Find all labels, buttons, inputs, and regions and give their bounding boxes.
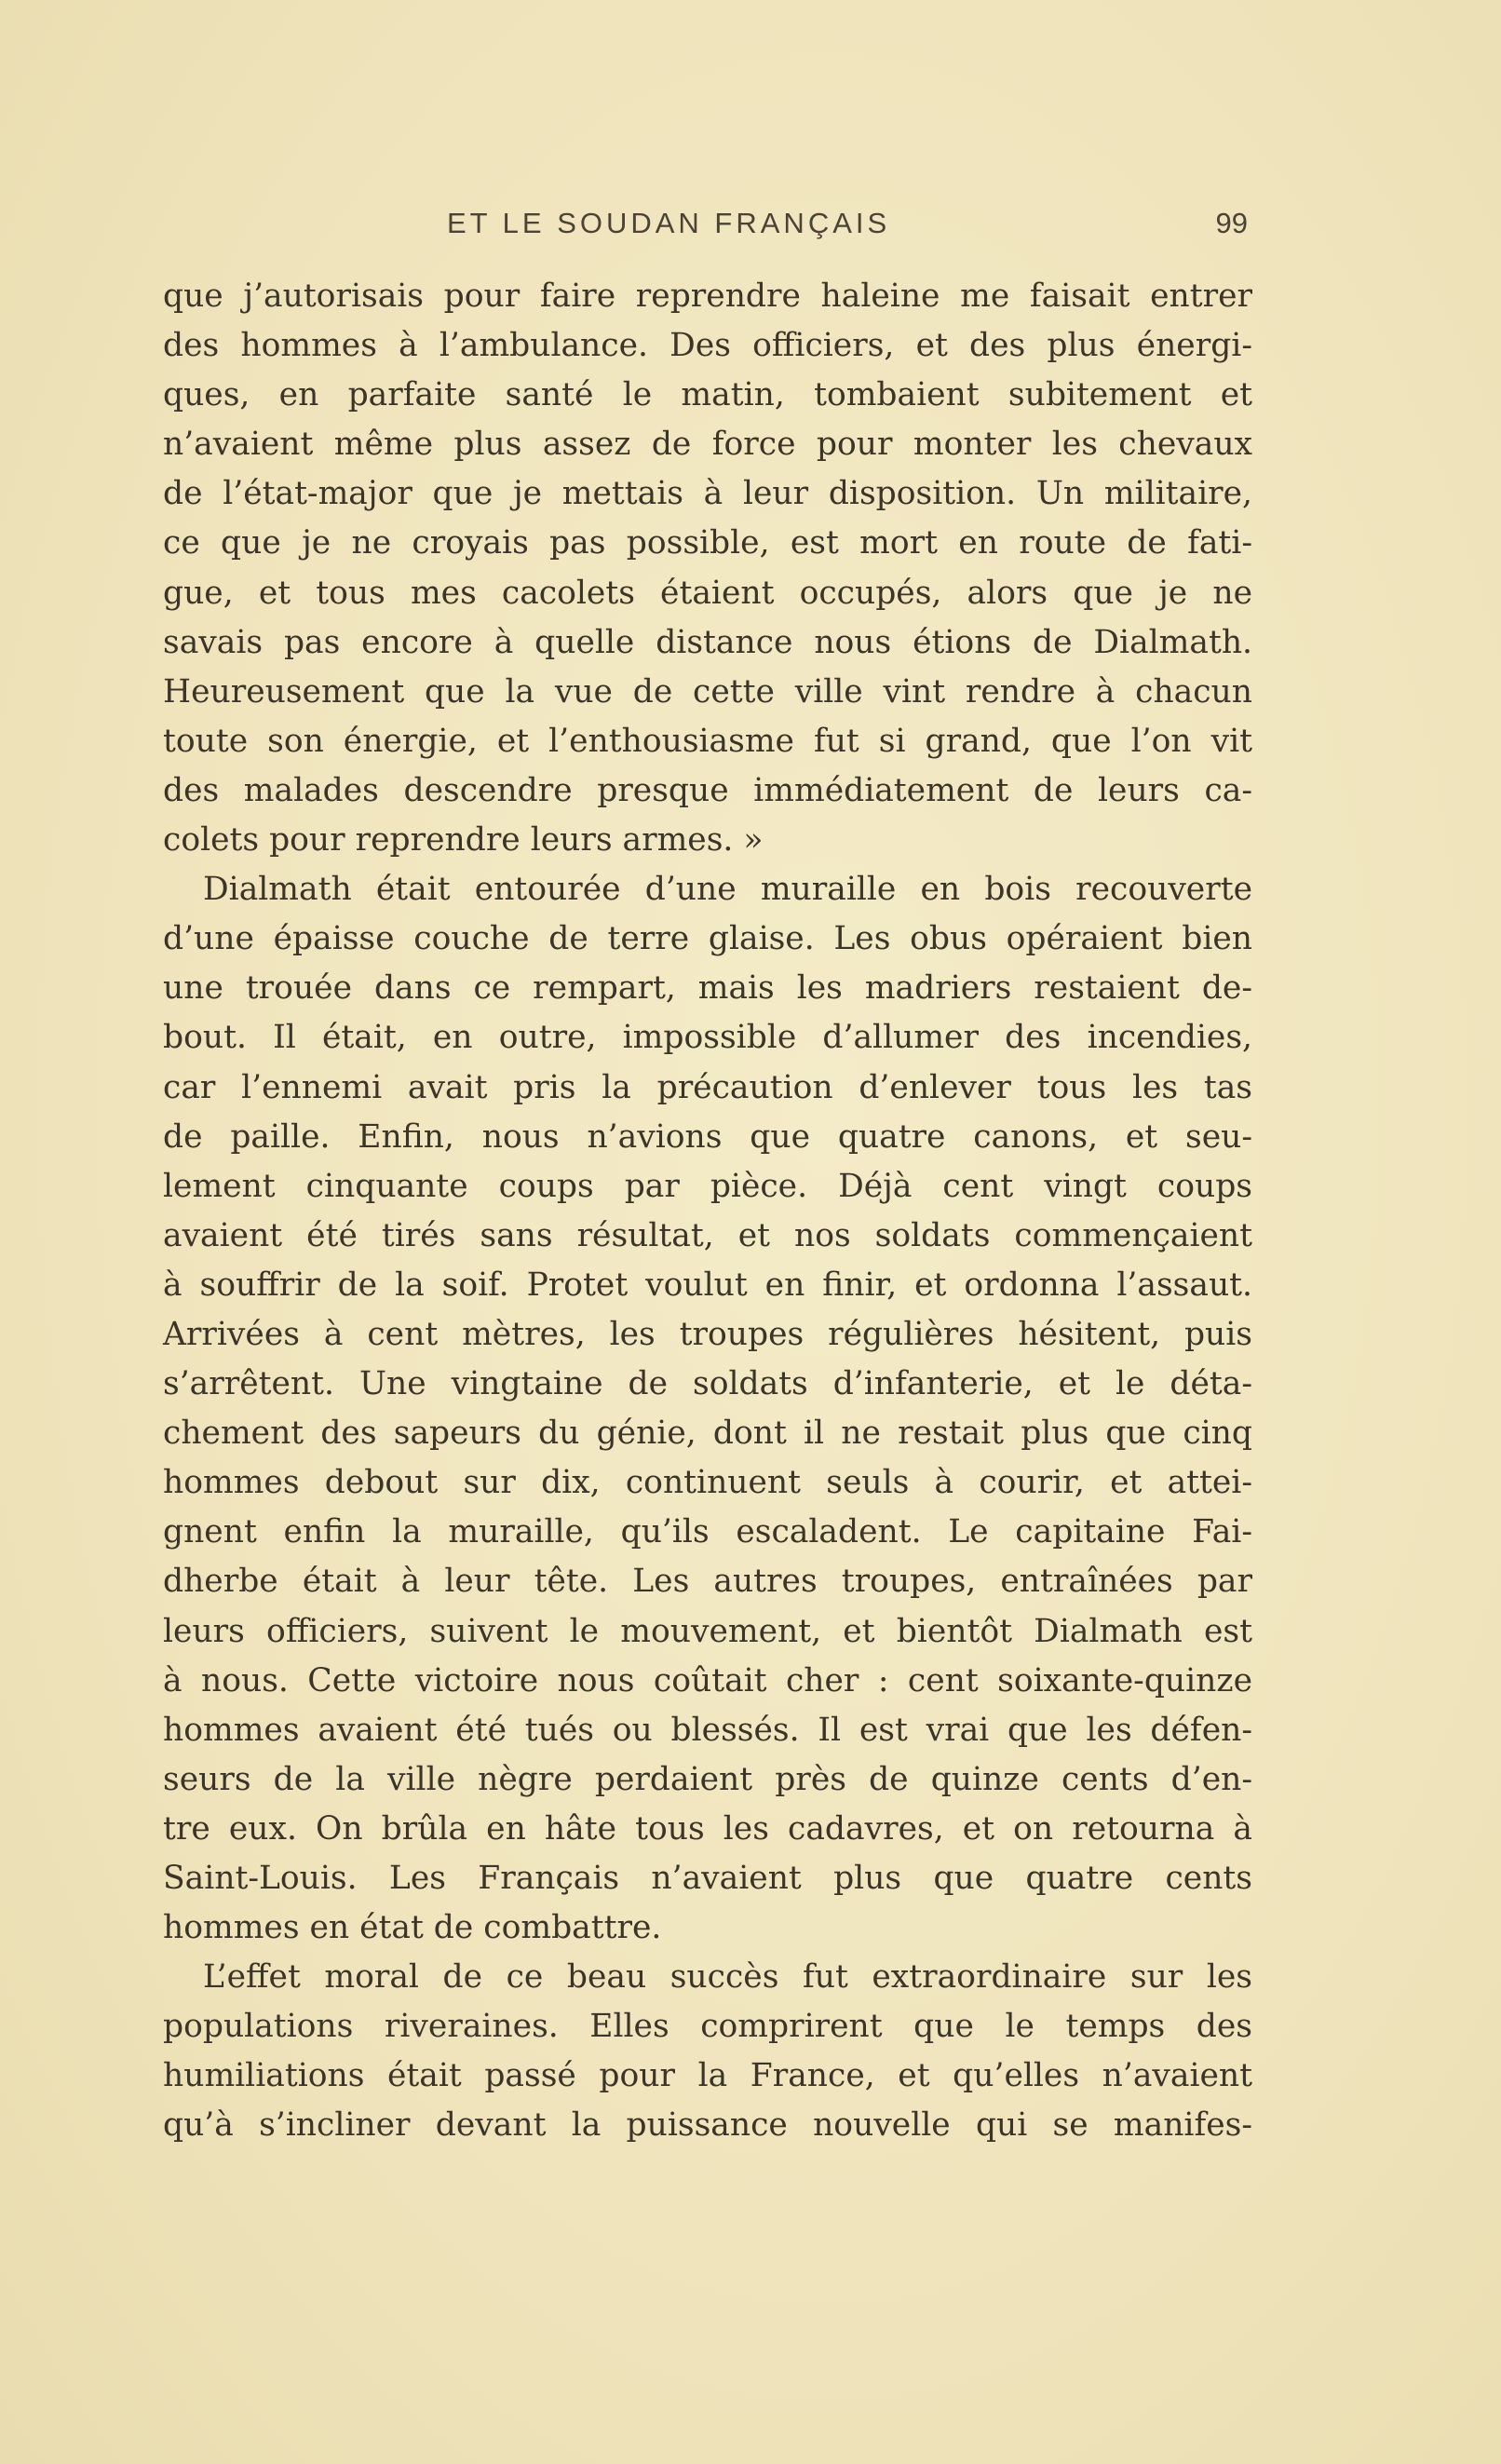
text-line: humiliations était passé pour la France, et qu’elles n’avaient xyxy=(163,2057,1252,2095)
page-number: 99 xyxy=(1215,207,1248,239)
text-line: ce que je ne croyais pas possible, est mort en route de fati- xyxy=(163,524,1252,562)
text-line: gue, et tous mes cacolets étaient occupés, alors que je ne xyxy=(163,574,1252,612)
text-line: toute son énergie, et l’enthousiasme fut si grand, que l’on vit xyxy=(163,722,1252,760)
text-line: chement des sapeurs du génie, dont il ne restait plus que cinq xyxy=(163,1415,1252,1453)
text-line: hommes en état de combattre. xyxy=(163,1909,662,1947)
text-line: à souffrir de la soif. Protet voulut en finir, et ordonna l’assaut. xyxy=(163,1266,1252,1304)
text-line: dherbe était à leur tête. Les autres troupes, entraînées par xyxy=(163,1563,1252,1601)
text-line: n’avaient même plus assez de force pour monter les chevaux xyxy=(163,426,1252,464)
text-line: ques, en parfaite santé le matin, tombaient subitement et xyxy=(163,376,1252,414)
text-line: gnent enfin la muraille, qu’ils escaladent. Le capitaine Fai- xyxy=(163,1513,1252,1551)
text-line: d’une épaisse couche de terre glaise. Les obus opéraient bien xyxy=(163,920,1252,958)
text-line: Arrivées à cent mètres, les troupes régulières hésitent, puis xyxy=(163,1315,1252,1353)
running-title: ET LE SOUDAN FRANÇAIS xyxy=(447,207,891,239)
text-line: hommes avaient été tués ou blessés. Il est vrai que les défen- xyxy=(163,1711,1252,1749)
text-line: hommes debout sur dix, continuent seuls à courir, et attei- xyxy=(163,1464,1252,1502)
text-line: Dialmath était entourée d’une muraille en bois recouverte xyxy=(203,871,1252,909)
text-line: car l’ennemi avait pris la précaution d’enlever tous les tas xyxy=(163,1068,1252,1106)
text-line: populations riveraines. Elles comprirent que le temps des xyxy=(163,2008,1252,2046)
text-line: avaient été tirés sans résultat, et nos soldats commençaient xyxy=(163,1216,1252,1254)
text-line: Saint-Louis. Les Français n’avaient plus que quatre cents xyxy=(163,1860,1252,1897)
text-line: des malades descendre presque immédiatement de leurs ca- xyxy=(163,771,1252,809)
text-line: tre eux. On brûla en hâte tous les cadavres, et on retourna à xyxy=(163,1809,1252,1848)
text-line: de paille. Enfin, nous n’avions que quatre canons, et seu- xyxy=(163,1117,1252,1156)
text-line: leurs officiers, suivent le mouvement, et bientôt Dialmath est xyxy=(163,1612,1252,1650)
running-header xyxy=(163,207,1248,244)
text-line: de l’état-major que je mettais à leur disposition. Un militaire, xyxy=(163,475,1252,513)
text-line: que j’autorisais pour faire reprendre haleine me faisait entrer xyxy=(163,278,1252,315)
text-line: des hommes à l’ambulance. Des officiers, et des plus énergi- xyxy=(163,327,1252,365)
text-line: s’arrêtent. Une vingtaine de soldats d’infanterie, et le déta- xyxy=(163,1365,1252,1403)
text-line: seurs de la ville nègre perdaient près de quinze cents d’en- xyxy=(163,1760,1252,1798)
text-line: bout. Il était, en outre, impossible d’allumer des incendies, xyxy=(163,1019,1252,1057)
text-line: Heureusement que la vue de cette ville vint rendre à chacun xyxy=(163,672,1252,711)
text-line: à nous. Cette victoire nous coûtait cher : cent soixante-quinze xyxy=(163,1661,1252,1699)
text-line: savais pas encore à quelle distance nous étions de Dialmath. xyxy=(163,623,1252,661)
text-line: L’effet moral de ce beau succès fut extraordinaire sur les xyxy=(203,1958,1252,1997)
text-line: lement cinquante coups par pièce. Déjà cent vingt coups xyxy=(163,1167,1252,1205)
body-text xyxy=(163,272,1252,2151)
text-line: qu’à s’incliner devant la puissance nouvelle qui se manifes- xyxy=(163,2106,1252,2145)
text-line: une trouée dans ce rempart, mais les madriers restaient de- xyxy=(163,969,1252,1008)
text-line: colets pour reprendre leurs armes. » xyxy=(163,821,764,860)
